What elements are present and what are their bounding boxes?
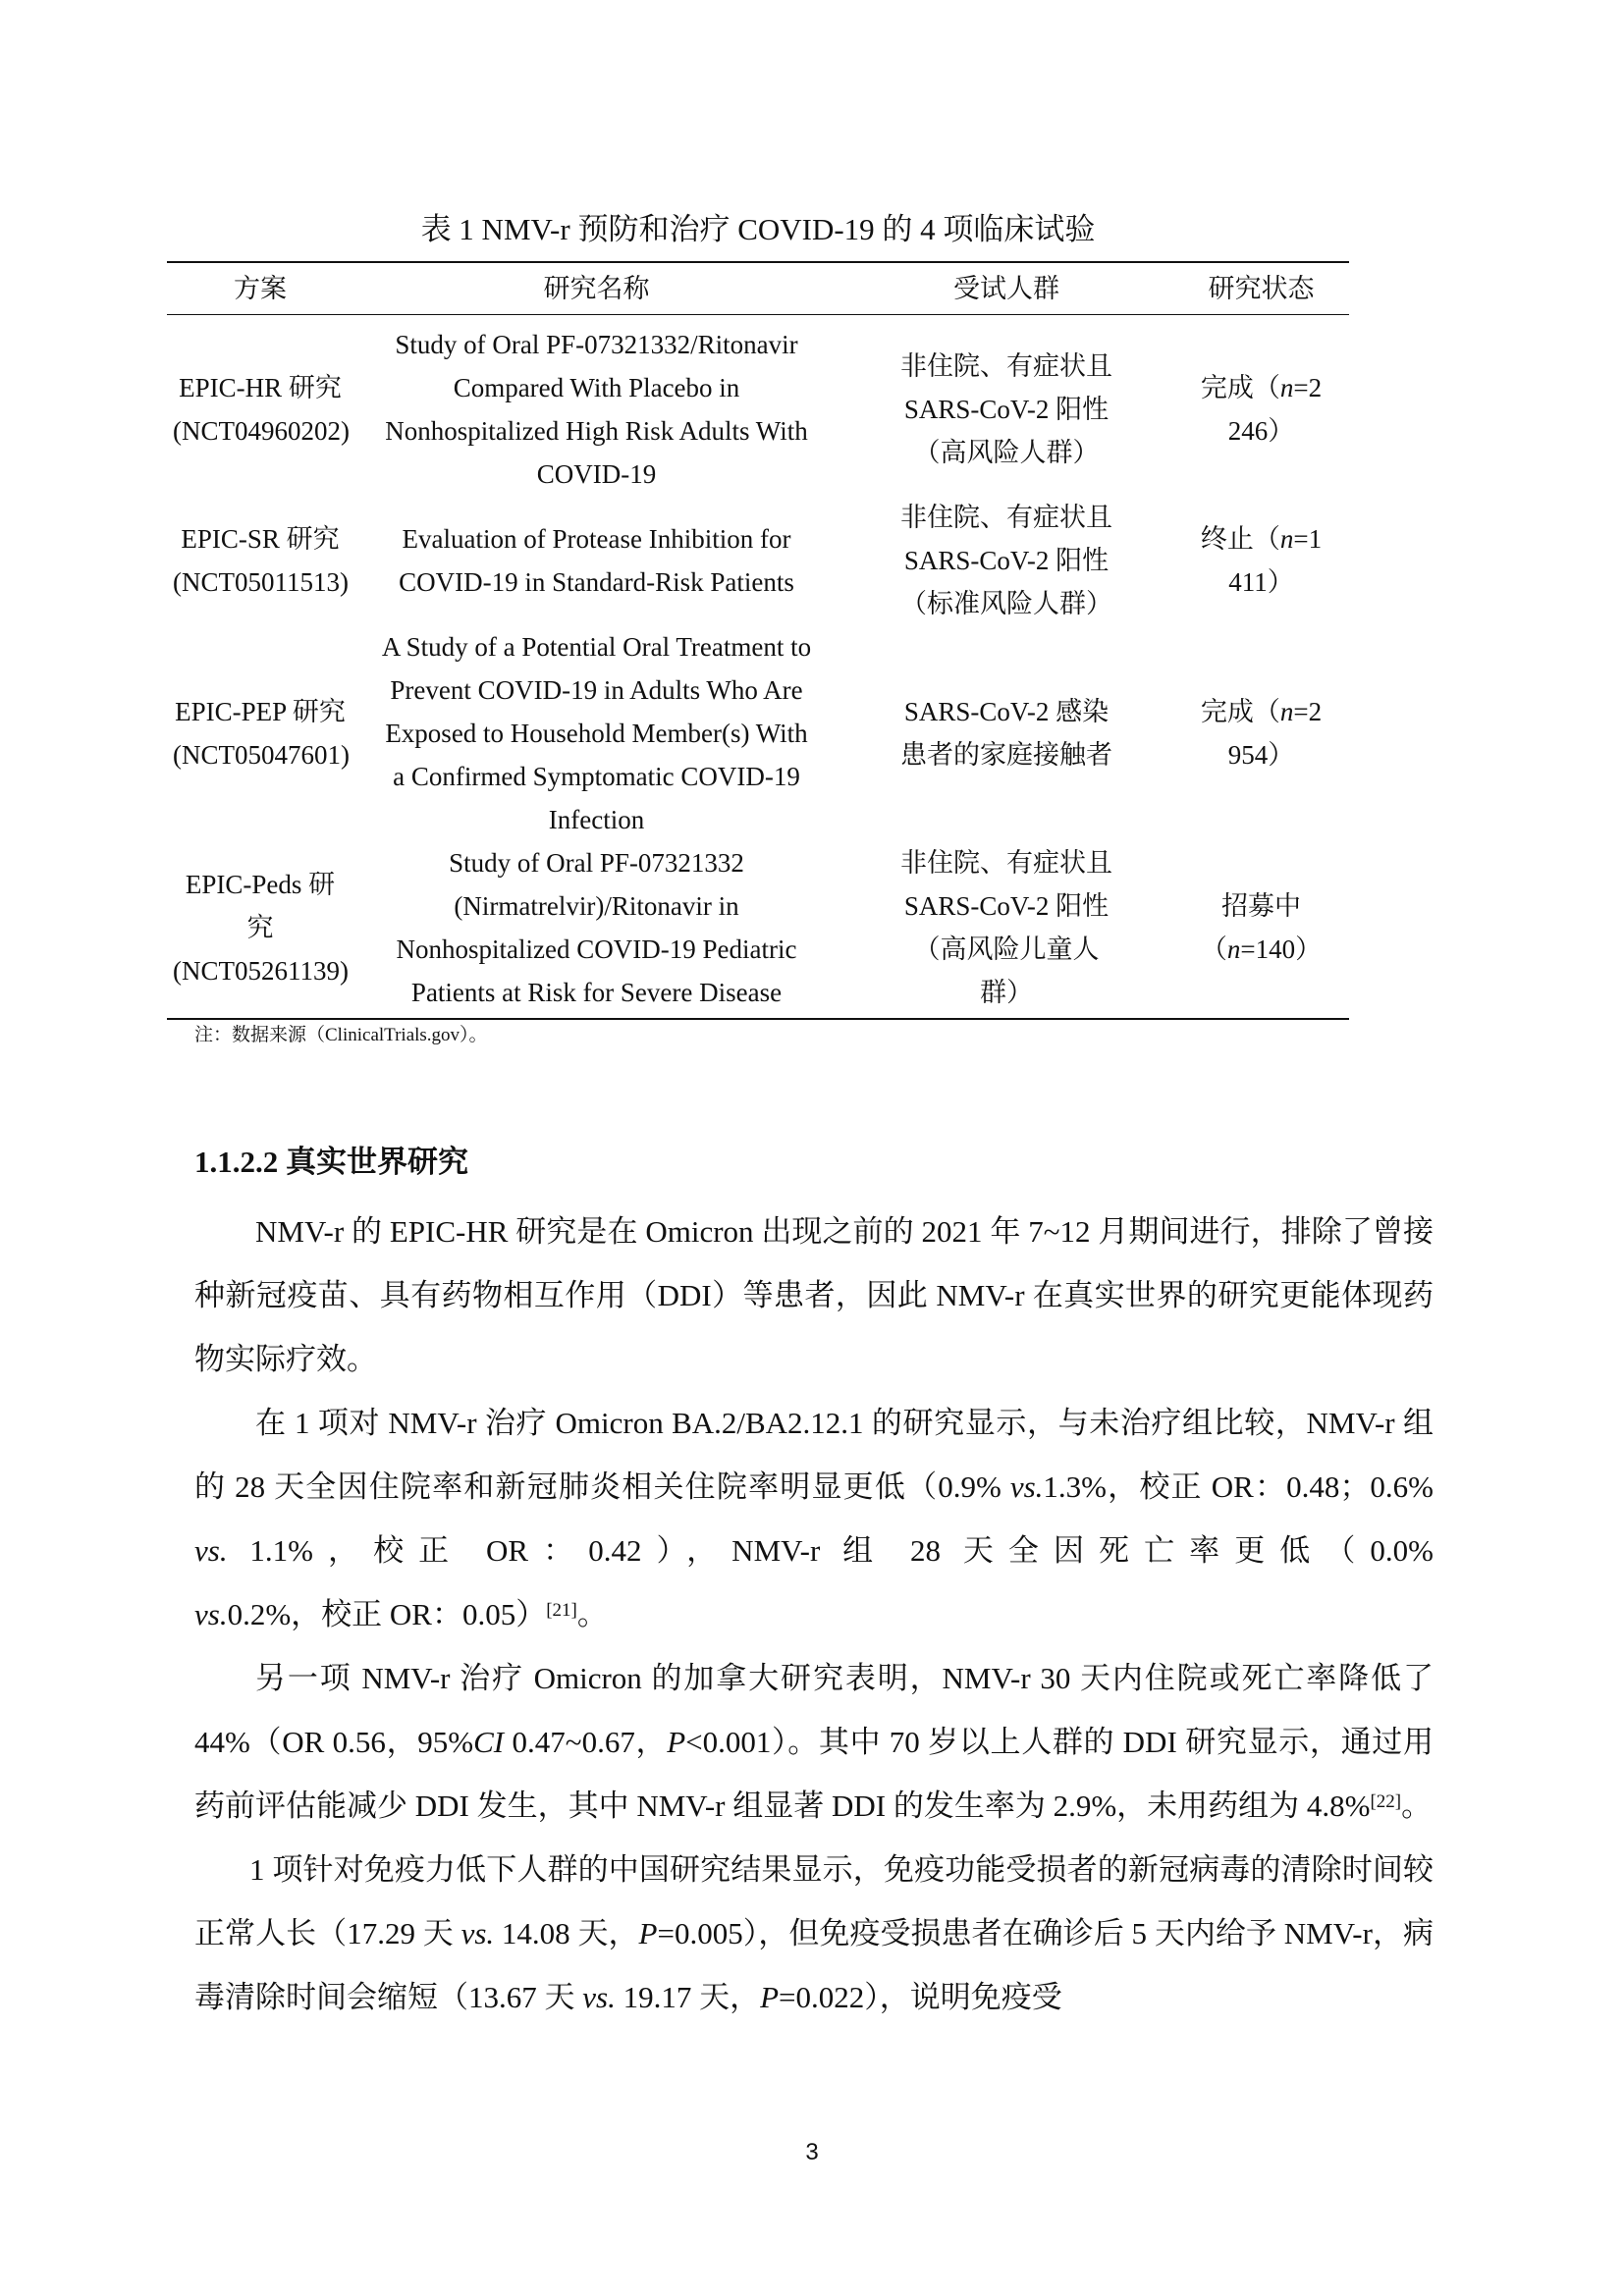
population-line: 患者的家庭接触者 [900, 740, 1112, 770]
column-header-scheme: 方案 [234, 274, 287, 303]
table-row [167, 841, 1349, 1019]
study-line: Study of Oral PF-07321332/Ritonavir [395, 330, 798, 359]
status-line: 954） [1227, 740, 1295, 770]
study-line: COVID-19 [536, 459, 657, 489]
population-line: 群） [980, 978, 1033, 1007]
scheme-name: EPIC-Peds 研究 [185, 870, 336, 942]
status-cell [1173, 496, 1349, 625]
study-line: A Study of a Potential Oral Treatment to [381, 632, 812, 662]
table-caption: 表 1 NMV-r 预防和治疗 COVID-19 的 4 项临床试验 [420, 212, 1096, 246]
population-cell [839, 496, 1173, 625]
column-header-population: 受试人群 [953, 274, 1059, 303]
status-cell [1173, 315, 1349, 497]
study-cell [353, 841, 839, 1019]
scheme-name: EPIC-PEP 研究 [175, 697, 346, 726]
scheme-id: (NCT04960202) [173, 416, 350, 446]
status-cell [1173, 625, 1349, 841]
paragraph: 在 1 项对 NMV-r 治疗 Omicron BA.2/BA2.12.1 的研究显示，与未治疗组比较，NMV-r 组的 28 天全因住院率和新冠肺炎相关住院率明显更低（0.9% vs.1.3%，校正 OR：0.48；0.6% vs. 1.1%，校正 OR：0.42），NMV-r 组 28 天全因死亡率更低（0.0% vs.0.2%，校正 OR：0.05）[21]。 [194, 1406, 1434, 1631]
table-row [167, 496, 1349, 625]
population-line: （标准风险人群） [900, 589, 1112, 618]
table-row [167, 625, 1349, 841]
page-number: 3 [805, 2139, 819, 2165]
study-line: (Nirmatrelvir)/Ritonavir in [454, 891, 739, 921]
section-heading: 1.1.2.2 真实世界研究 [194, 1145, 468, 1179]
status-line: 246） [1227, 416, 1295, 446]
population-line: SARS-CoV-2 阳性 [903, 546, 1110, 575]
scheme-name: EPIC-SR 研究 [181, 524, 340, 554]
study-line: Compared With Placebo in [453, 373, 740, 402]
population-line: 非住院、有症状且 [900, 848, 1112, 878]
scheme-cell [167, 625, 353, 841]
population-line: （高风险儿童人 [913, 934, 1100, 964]
population-cell [839, 841, 1173, 1019]
population-line: SARS-CoV-2 感染 [903, 697, 1110, 726]
column-header-study: 研究名称 [543, 274, 650, 303]
body-text [194, 1200, 1434, 2029]
scheme-cell [167, 496, 353, 625]
paragraph: 1 项针对免疫力低下人群的中国研究结果显示，免疫功能受损者的新冠病毒的清除时间较正常人长（17.29 天 vs. 14.08 天，P=0.005），但免疫受损患者在确诊后 5 天内给予 NMV-r，病毒清除时间会缩短（13.67 天 vs. 19.17 天，P=0.022），说明免疫受 [194, 1852, 1434, 2014]
study-line: Evaluation of Protease Inhibition for [402, 524, 791, 554]
study-cell [353, 625, 839, 841]
study-line: COVID-19 in Standard-Risk Patients [399, 567, 794, 597]
study-line: Nonhospitalized High Risk Adults With [385, 416, 808, 446]
study-line: a Confirmed Symptomatic COVID-19 [393, 762, 800, 791]
scheme-cell [167, 315, 353, 497]
population-line: 非住院、有症状且 [900, 503, 1112, 532]
study-cell [353, 496, 839, 625]
population-line: 非住院、有症状且 [900, 351, 1112, 381]
study-cell [353, 315, 839, 497]
status-line: 完成（n=2 [1200, 697, 1323, 726]
population-cell [839, 625, 1173, 841]
status-line: 411） [1228, 567, 1294, 597]
study-line: Study of Oral PF-07321332 [449, 848, 744, 878]
study-line: Infection [548, 805, 645, 834]
table-note: 注：数据来源（ClinicalTrials.gov）。 [194, 1025, 488, 1045]
scheme-id: (NCT05261139) [173, 956, 349, 986]
study-line: Patients at Risk for Severe Disease [410, 978, 783, 1007]
status-line: 完成（n=2 [1200, 373, 1323, 402]
status-line: 终止（n=1 [1200, 524, 1323, 554]
scheme-id: (NCT05047601) [173, 740, 350, 770]
population-line: SARS-CoV-2 阳性 [903, 395, 1110, 424]
paragraph: 另一项 NMV-r 治疗 Omicron 的加拿大研究表明，NMV-r 30 天内住院或死亡率降低了 44%（OR 0.56，95%CI 0.47~0.67，P<0.001）。其中 70 岁以上人群的 DDI 研究显示，通过用药前评估能减少 DDI 发生，其中 NMV-r 组显著 DDI 的发生率为 2.9%，未用药组为 4.8%[22]。 [194, 1661, 1434, 1823]
status-line: （n=140） [1200, 934, 1323, 964]
study-line: Nonhospitalized COVID-19 Pediatric [396, 934, 797, 964]
table-header-row [167, 262, 1349, 315]
population-line: SARS-CoV-2 阳性 [903, 891, 1110, 921]
paragraph: NMV-r 的 EPIC-HR 研究是在 Omicron 出现之前的 2021 年 7~12 月期间进行，排除了曾接种新冠疫苗、具有药物相互作用（DDI）等患者，因此 NMV-r 在真实世界的研究更能体现药物实际疗效。 [194, 1214, 1434, 1376]
study-line: Exposed to Household Member(s) With [385, 719, 808, 748]
population-line: （高风险人群） [913, 438, 1100, 467]
population-cell [839, 315, 1173, 497]
status-line: 招募中 [1221, 891, 1301, 921]
scheme-id: (NCT05011513) [173, 567, 349, 597]
table-row [167, 315, 1349, 497]
status-cell [1173, 841, 1349, 1019]
clinical-trials-table [167, 261, 1349, 1020]
scheme-name: EPIC-HR 研究 [179, 373, 342, 402]
scheme-cell [167, 841, 353, 1019]
study-line: Prevent COVID-19 in Adults Who Are [390, 675, 803, 705]
column-header-status: 研究状态 [1208, 274, 1315, 303]
